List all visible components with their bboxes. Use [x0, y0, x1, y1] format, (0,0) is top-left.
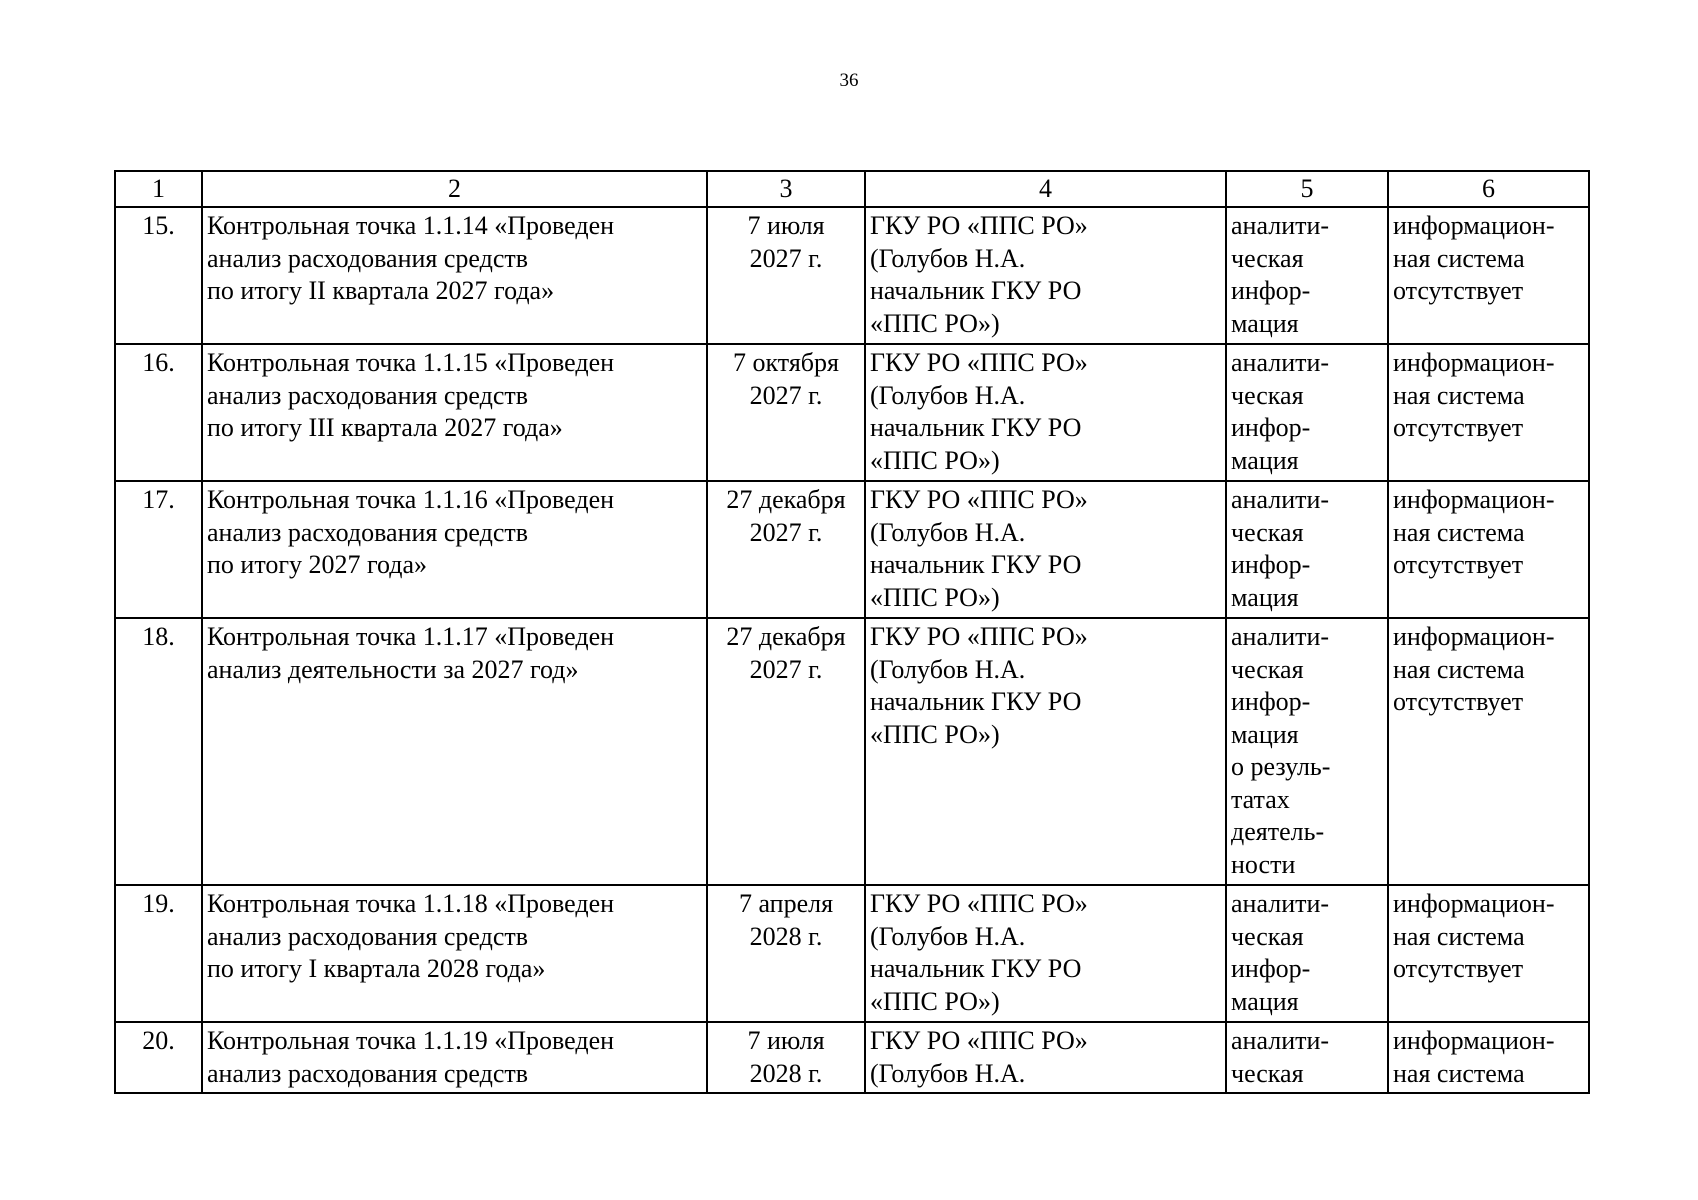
- information-system: информацион- ная система отсутствует: [1388, 885, 1589, 1022]
- deadline-date: 7 октября 2027 г.: [707, 344, 865, 481]
- document-type: аналити- ческая инфор- мация о резуль- татах деятель- ности: [1226, 618, 1388, 885]
- responsible-executor: ГКУ РО «ППС РО» (Голубов Н.А. начальник ГКУ РО «ППС РО»): [865, 207, 1226, 344]
- control-point-name: Контрольная точка 1.1.15 «Проведен анализ расходования средств по итогу III квартала 2027 года»: [202, 344, 707, 481]
- row-number: 19.: [115, 885, 202, 1022]
- control-point-name: Контрольная точка 1.1.19 «Проведен анализ расходования средств: [202, 1022, 707, 1093]
- responsible-executor: ГКУ РО «ППС РО» (Голубов Н.А.: [865, 1022, 1226, 1093]
- document-type: аналити- ческая инфор- мация: [1226, 207, 1388, 344]
- information-system: информацион- ная система отсутствует: [1388, 481, 1589, 618]
- table-row: [115, 1022, 1589, 1093]
- responsible-executor: ГКУ РО «ППС РО» (Голубов Н.А. начальник ГКУ РО «ППС РО»): [865, 481, 1226, 618]
- table-row: [115, 618, 1589, 885]
- column-header: 2: [202, 171, 707, 207]
- deadline-date: 27 декабря 2027 г.: [707, 618, 865, 885]
- document-type: аналити- ческая: [1226, 1022, 1388, 1093]
- column-header: 3: [707, 171, 865, 207]
- control-points-table: [114, 170, 1590, 1094]
- information-system: информацион- ная система отсутствует: [1388, 344, 1589, 481]
- table-row: [115, 885, 1589, 1022]
- column-header: 5: [1226, 171, 1388, 207]
- table-row: [115, 207, 1589, 344]
- table-row: [115, 344, 1589, 481]
- column-header: 6: [1388, 171, 1589, 207]
- deadline-date: 7 апреля 2028 г.: [707, 885, 865, 1022]
- deadline-date: 7 июля 2027 г.: [707, 207, 865, 344]
- table-row: [115, 481, 1589, 618]
- control-point-name: Контрольная точка 1.1.16 «Проведен анализ расходования средств по итогу 2027 года»: [202, 481, 707, 618]
- row-number: 17.: [115, 481, 202, 618]
- document-type: аналити- ческая инфор- мация: [1226, 344, 1388, 481]
- responsible-executor: ГКУ РО «ППС РО» (Голубов Н.А. начальник ГКУ РО «ППС РО»): [865, 344, 1226, 481]
- information-system: информацион- ная система отсутствует: [1388, 618, 1589, 885]
- control-point-name: Контрольная точка 1.1.17 «Проведен анализ деятельности за 2027 год»: [202, 618, 707, 885]
- column-header: 4: [865, 171, 1226, 207]
- deadline-date: 27 декабря 2027 г.: [707, 481, 865, 618]
- control-point-name: Контрольная точка 1.1.14 «Проведен анализ расходования средств по итогу II квартала 2027 года»: [202, 207, 707, 344]
- information-system: информацион- ная система отсутствует: [1388, 207, 1589, 344]
- control-point-name: Контрольная точка 1.1.18 «Проведен анализ расходования средств по итогу I квартала 2028 года»: [202, 885, 707, 1022]
- information-system: информацион- ная система: [1388, 1022, 1589, 1093]
- document-type: аналити- ческая инфор- мация: [1226, 885, 1388, 1022]
- row-number: 15.: [115, 207, 202, 344]
- document-type: аналити- ческая инфор- мация: [1226, 481, 1388, 618]
- row-number: 20.: [115, 1022, 202, 1093]
- page-number: 36: [839, 70, 859, 91]
- column-header: 1: [115, 171, 202, 207]
- table-header-row: [115, 171, 1589, 207]
- responsible-executor: ГКУ РО «ППС РО» (Голубов Н.А. начальник ГКУ РО «ППС РО»): [865, 885, 1226, 1022]
- deadline-date: 7 июля 2028 г.: [707, 1022, 865, 1093]
- row-number: 18.: [115, 618, 202, 885]
- responsible-executor: ГКУ РО «ППС РО» (Голубов Н.А. начальник ГКУ РО «ППС РО»): [865, 618, 1226, 885]
- row-number: 16.: [115, 344, 202, 481]
